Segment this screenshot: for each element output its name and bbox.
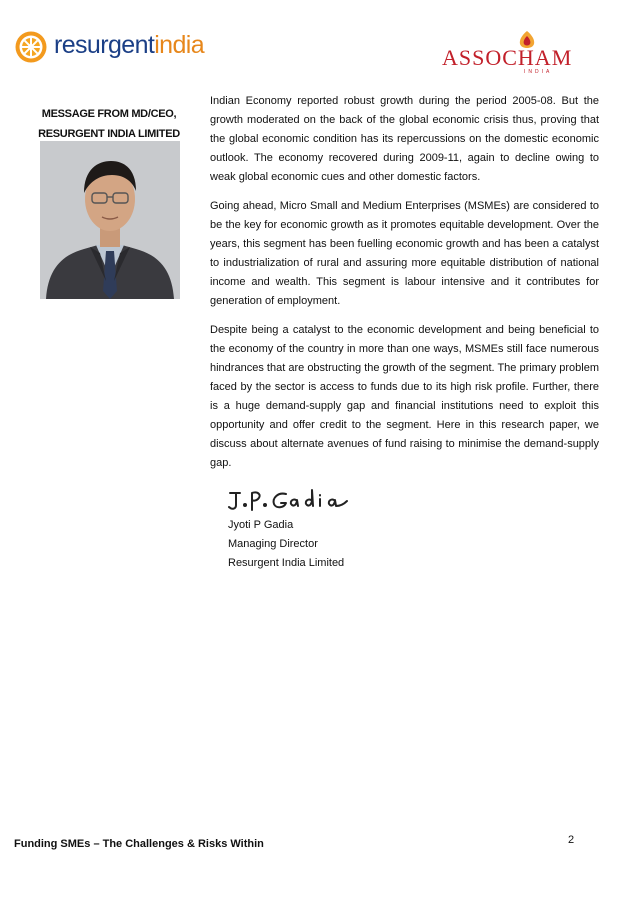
signatory-company: Resurgent India Limited xyxy=(228,557,345,569)
body-paragraph-2: Going ahead, Micro Small and Medium Enterprises (MSMEs) are considered to be the key for economic growth as it promotes equitable development. Over the years, this segment has been fuelling economic growth and has been a catalyst to industrialization of rural and assuring more equitable distribution of national income and wealth. This segment is labour intensive and it contributes for generation of employment. xyxy=(210,200,599,307)
signatory-name: Jyoti P Gadia xyxy=(228,519,294,531)
signatory-block xyxy=(228,516,344,573)
handwritten-signature xyxy=(226,484,352,514)
resurgent-india-logo xyxy=(14,30,214,66)
footer-title: Funding SMEs – The Challenges & Risks Within xyxy=(14,838,264,850)
md-portrait-photo xyxy=(40,141,180,299)
message-heading-line1: MESSAGE FROM MD/CEO, xyxy=(41,108,177,120)
body-paragraph-1: Indian Economy reported robust growth during the period 2005-08. But the growth moderated on the back of the global economic crisis thus, proving that the global economic condition has its repercussions on the domestic economic outlook. The economy recovered during 2009-11, again to decline owing to weak global economic cues and other domestic factors. xyxy=(210,95,599,183)
assocham-logo xyxy=(442,30,612,75)
message-body xyxy=(210,92,599,483)
assocham-logo-subtext: INDIA xyxy=(524,69,553,75)
sun-icon xyxy=(14,30,48,64)
logo-text-india: india xyxy=(154,31,205,59)
logo-text-resurgent: resurgent xyxy=(54,31,155,59)
page-number: 2 xyxy=(568,834,575,846)
body-paragraph-3: Despite being a catalyst to the economic development and being beneficial to the economy of the country in more than one ways, MSMEs still face numerous hindrances that are obstructing the growth of the segment. The primary problem faced by the sector is access to funds due to its high risk profile. Further, there is a huge demand-supply gap and financial institutions need to exploit this opportunity and offer credit to the segment. Here in this research paper, we discuss about alternate avenues of fund raising to minimise the demand-supply gap. xyxy=(210,324,599,469)
message-heading-line2: RESURGENT INDIA LIMITED xyxy=(38,128,180,140)
assocham-logo-text: ASSOCHAM xyxy=(442,45,573,70)
message-heading xyxy=(38,104,180,144)
signatory-designation: Managing Director xyxy=(228,538,318,550)
